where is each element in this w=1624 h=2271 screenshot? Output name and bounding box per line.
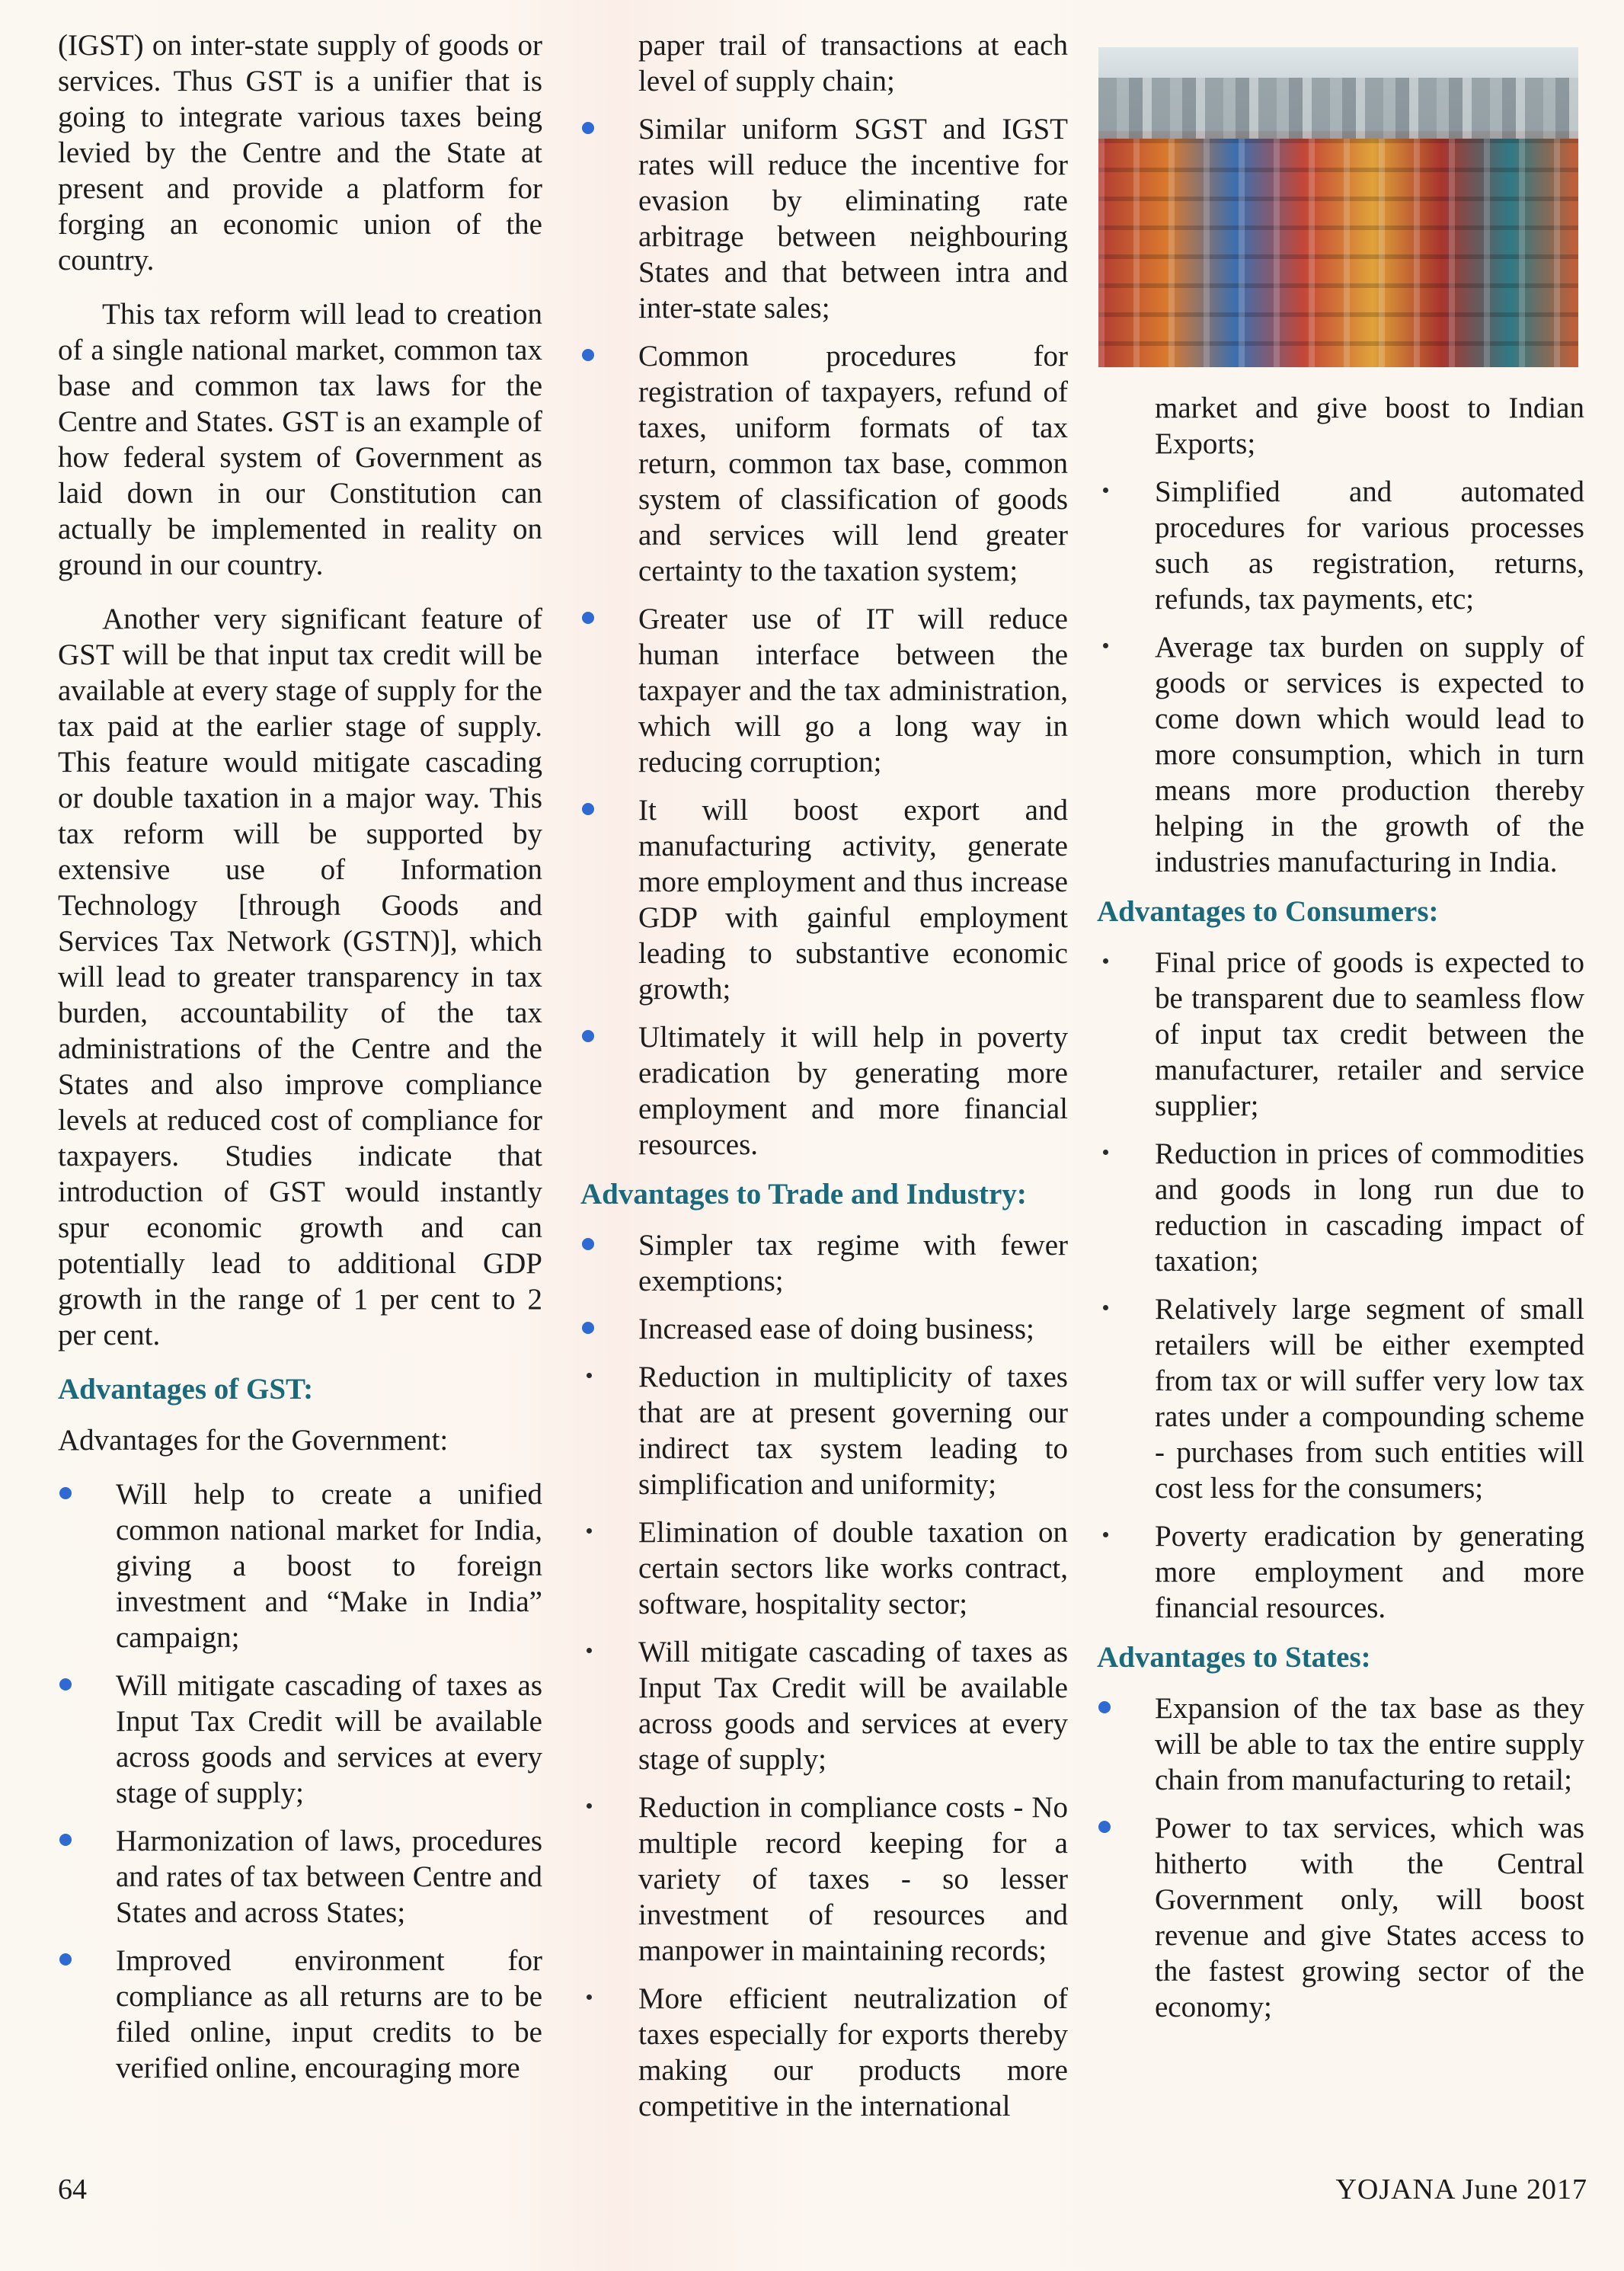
list-item-text: Average tax burden on supply of goods or services is expected to come down which would lead to more consumption, which in turn means more production thereby helping in the growth of the industries manufacturing in India. xyxy=(1155,631,1584,878)
bullet-icon xyxy=(1103,488,1108,493)
section-heading: Advantages to States: xyxy=(1097,1641,1371,1674)
list-item-text: Power to tax services, which was hitherto with the Central Government only, will boost revenue and give States access to the fastest growing sector of the economy; xyxy=(1155,1812,1584,2023)
list-item-text: Reduction in prices of commodities and goods in long run due to reduction in cascading impact of taxation; xyxy=(1155,1137,1584,1278)
list-item-text: Will mitigate cascading of taxes as Input Tax Credit will be available across goods and services at every stage of supply; xyxy=(638,1636,1068,1776)
bullet-icon xyxy=(582,803,594,815)
list-item xyxy=(580,1981,1068,2124)
bullet-icon xyxy=(587,1648,592,1653)
bullet-icon xyxy=(587,1994,592,2000)
bullet-icon xyxy=(1103,1532,1108,1537)
list-item xyxy=(58,1668,542,1811)
bullet-icon xyxy=(582,612,594,624)
bullet-icon xyxy=(59,1678,72,1690)
bullet-icon xyxy=(1103,1150,1108,1155)
list-item-text: Reduction in multiplicity of taxes that are at present governing our indirect tax system leading to simplification and uniformity; xyxy=(638,1361,1068,1501)
list-item xyxy=(580,792,1068,1007)
bullet-icon xyxy=(59,1487,72,1499)
list-item xyxy=(580,1019,1068,1163)
column-right xyxy=(1097,27,1584,2037)
bullet-icon xyxy=(582,1030,594,1042)
bullet-icon xyxy=(587,1373,592,1378)
list-item xyxy=(580,1311,1068,1347)
bullet-icon xyxy=(1103,1305,1108,1310)
list-item xyxy=(58,1823,542,1930)
column-left xyxy=(58,27,542,2098)
page-number: 64 xyxy=(58,2173,87,2205)
list-item-text: Will mitigate cascading of taxes as Input Tax Credit will be available across goods and services at every stage of supply; xyxy=(116,1669,542,1809)
list-item-text: Common procedures for registration of taxpayers, refund of taxes, uniform formats of tax return, common tax base, common system of classification of goods and services will lend greater certainty to the taxation system; xyxy=(638,340,1068,587)
list-item-text: Ultimately it will help in poverty eradication by generating more employment and more financial resources. xyxy=(638,1021,1068,1161)
bullet-list xyxy=(580,1227,1068,2124)
truck-yard-photo xyxy=(1098,47,1578,367)
list-item xyxy=(1097,1810,1584,2025)
list-item-text: Harmonization of laws, procedures and rates of tax between Centre and States and across States; xyxy=(116,1825,542,1929)
bullet-list xyxy=(58,1476,542,2086)
column-middle xyxy=(580,27,1068,2136)
bullet-icon xyxy=(1103,958,1108,964)
list-item-text: Simplified and automated procedures for various processes such as registration, returns, refunds, tax payments, etc; xyxy=(1155,475,1584,616)
section-heading: Advantages to Trade and Industry: xyxy=(580,1178,1027,1211)
bullet-list xyxy=(1097,945,1584,1626)
list-item-text: Reduction in compliance costs - No multiple record keeping for a variety of taxes - so lesser investment of resources and manpower in maintaining records; xyxy=(638,1791,1068,1967)
list-item xyxy=(580,1515,1068,1622)
list-item xyxy=(580,338,1068,589)
paragraph: (IGST) on inter-state supply of goods or services. Thus GST is a unifier that is going to integrate various taxes being levied by the Centre and the State at present and provide a platform for forging an economic union of the country. xyxy=(58,29,542,277)
subheading: Advantages for the Government: xyxy=(58,1424,449,1457)
list-item xyxy=(1097,1518,1584,1626)
list-item-text: Final price of goods is expected to be transparent due to seamless flow of input tax credit between the manufacturer, retailer and service supplier; xyxy=(1155,946,1584,1122)
list-item xyxy=(580,1790,1068,1969)
paragraph: This tax reform will lead to creation of a single national market, common tax base and common tax laws for the Centre and States. GST is an example of how federal system of Government as laid down in our Constitution can actually be implemented in reality on ground in our country. xyxy=(58,298,542,581)
list-item xyxy=(1097,629,1584,880)
list-item-text: Increased ease of doing business; xyxy=(638,1313,1034,1345)
list-item-text: Expansion of the tax base as they will be able to tax the entire supply chain from manufacturing to retail; xyxy=(1155,1692,1584,1796)
list-item-text: Similar uniform SGST and IGST rates will reduce the incentive for evasion by eliminating rate arbitrage between neighbouring States and that between intra and inter-state sales; xyxy=(638,113,1068,325)
bullet-list xyxy=(580,27,1068,1163)
list-item xyxy=(580,111,1068,326)
bullet-icon xyxy=(587,1528,592,1534)
bullet-icon xyxy=(582,1322,594,1334)
magazine-footer: YOJANA June 2017 xyxy=(1335,2173,1587,2205)
photo-trucks xyxy=(1098,139,1578,367)
list-item xyxy=(580,601,1068,780)
photo-skyline xyxy=(1098,78,1578,146)
list-item xyxy=(1097,1291,1584,1506)
list-item-text: Simpler tax regime with fewer exemptions; xyxy=(638,1229,1068,1297)
list-item-text: paper trail of transactions at each level of supply chain; xyxy=(638,29,1068,98)
list-item xyxy=(580,1634,1068,1777)
list-item-continuation xyxy=(1097,390,1584,462)
list-item xyxy=(580,1359,1068,1502)
list-item-text: market and give boost to Indian Exports; xyxy=(1155,392,1584,460)
list-item-text: More efficient neutralization of taxes especially for exports thereby making our products more competitive in the international xyxy=(638,1982,1068,2122)
list-item xyxy=(1097,474,1584,617)
list-item-text: Greater use of IT will reduce human interface between the taxpayer and the tax administration, which will go a long way in reducing corruption; xyxy=(638,603,1068,779)
bullet-icon xyxy=(1098,1701,1111,1713)
bullet-icon xyxy=(59,1834,72,1846)
bullet-icon xyxy=(582,349,594,361)
list-item xyxy=(580,1227,1068,1299)
bullet-icon xyxy=(59,1953,72,1966)
list-item xyxy=(58,1476,542,1655)
list-item-text: Poverty eradication by generating more employment and more financial resources. xyxy=(1155,1520,1584,1624)
list-item xyxy=(1097,1136,1584,1279)
bullet-icon xyxy=(587,1803,592,1809)
list-item xyxy=(1097,945,1584,1124)
bullet-list xyxy=(1097,1690,1584,2025)
bullet-icon xyxy=(582,122,594,134)
section-heading: Advantages to Consumers: xyxy=(1097,895,1439,928)
list-item xyxy=(58,1943,542,2086)
bullet-icon xyxy=(582,1238,594,1250)
list-item-text: Will help to create a unified common national market for India, giving a boost to foreign investment and “Make in India” campaign; xyxy=(116,1478,542,1654)
list-item xyxy=(1097,1690,1584,1798)
list-item-text: Improved environment for compliance as all returns are to be filed online, input credits to be verified online, encouraging more xyxy=(116,1944,542,2084)
list-item-text: It will boost export and manufacturing activity, generate more employment and thus increase GDP with gainful employment leading to substantive economic growth; xyxy=(638,794,1068,1006)
list-item-text: Elimination of double taxation on certain sectors like works contract, software, hospitality sector; xyxy=(638,1516,1068,1620)
bullet-icon xyxy=(1103,643,1108,648)
paragraph: Another very significant feature of GST will be that input tax credit will be available at every stage of supply for the tax paid at the earlier stage of supply. This feature would mitigate cascading or double taxation in a major way. This tax reform will be supported by extensive use of Information Technology [through Goods and Services Tax Network (GSTN)], which will lead to greater transparency in tax burden, accountability of the tax administrations of the Centre and the States and also improve compliance levels at reduced cost of compliance for taxpayers. Studies indicate that introduction of GST would instantly spur economic growth and can potentially lead to additional GDP growth in the range of 1 per cent to 2 per cent. xyxy=(58,603,542,1351)
section-heading: Advantages of GST: xyxy=(58,1373,314,1406)
list-item-continuation xyxy=(580,27,1068,99)
list-item-text: Relatively large segment of small retailers will be either exempted from tax or will suffer very low tax rates under a compounding scheme - purchases from such entities will cost less for the consumers; xyxy=(1155,1293,1584,1505)
bullet-list xyxy=(1097,390,1584,880)
bullet-icon xyxy=(1098,1821,1111,1833)
